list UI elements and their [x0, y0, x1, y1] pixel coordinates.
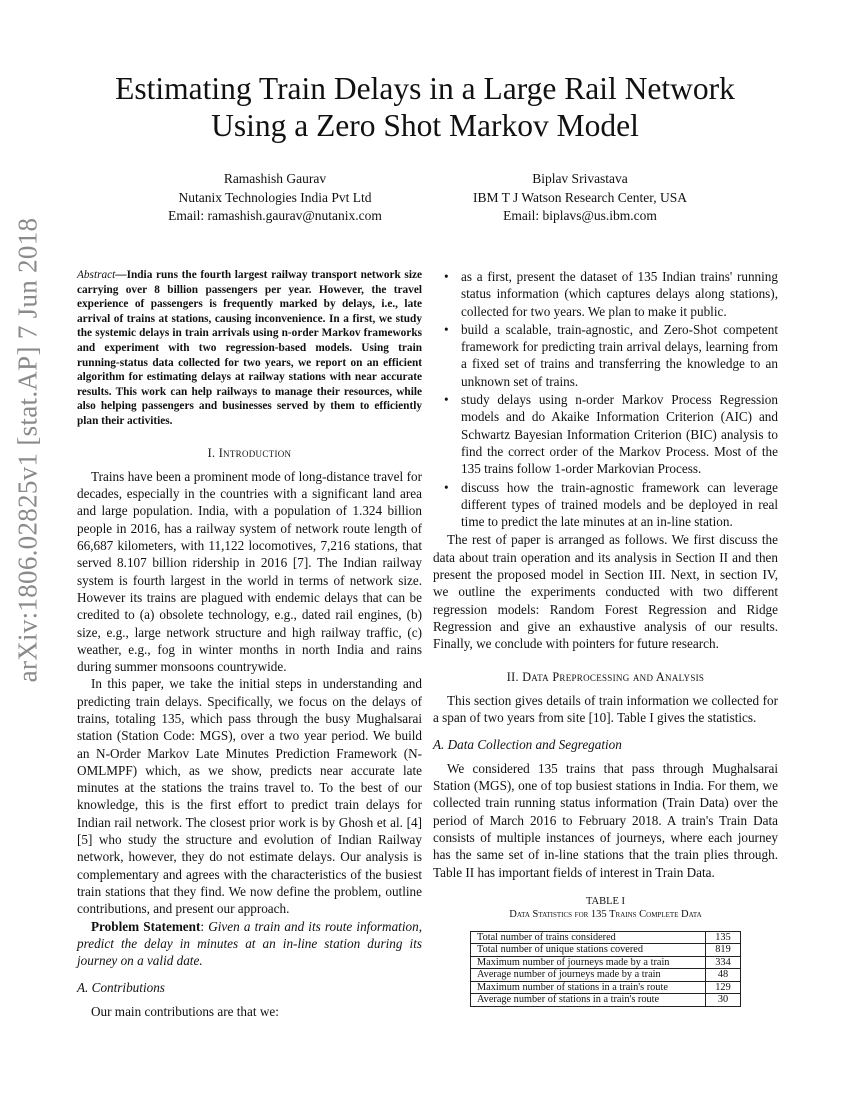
table-number: TABLE I	[585, 895, 626, 907]
outline-paragraph: The rest of paper is arranged as follows. We first discuss the data about train operation and its analysis in Section II and then present the proposed model in Section III. Next, in section IV, we outline the experiments conducted with two different regression models: Random Forest Regression and Ridge Regression and give an exhaustive analysis of our results. Finally, we conclude with pointers for future research.	[433, 532, 778, 652]
section-heading-introduction: I. Introduction	[207, 445, 292, 460]
author-affiliation: IBM T J Watson Research Center, USA	[473, 189, 687, 205]
problem-statement: Problem Statement: Given a train and its route information, predict the delay in minutes at an in-line station during its journey on a valid date.	[77, 918, 422, 969]
intro-paragraph-1: Trains have been a prominent mode of long-distance travel for decades, especially in the countries with a significant land area and large population. India, with a population of 1.324 billion people in 2016, has a railway system of network route length of 66,687 kilometers, with 11,122 locomotives, 7,216 stations, that served 8.107 billion ridership in 2016 [7]. The Indian railway system is fourth largest in the world in terms of network size. However its trains are plagued with endemic delays that can be credited to (a) obsolete technology, e.g., dated rail engines, (b) size, e.g., large network structure and high railway traffic, (c) weather, e.g., fog in winter months in north India and rains during summer monsoons countrywide.	[77, 468, 422, 675]
title-line-2: Using a Zero Shot Markov Model	[211, 108, 639, 143]
list-item: • build a scalable, train-agnostic, and Zero-Shot competent framework for predicting train arrival delays, learning from a fixed set of trains and transferring the knowledge to an unknown set of trains.	[461, 321, 778, 390]
title-line-1: Estimating Train Delays in a Large Rail Network	[115, 71, 735, 106]
subsection-heading-data-collection: A. Data Collection and Segregation	[433, 737, 622, 753]
left-column	[77, 268, 422, 1020]
abstract-text: —India runs the fourth largest railway transport network size carrying over 8 billion passengers per year. However, the travel experience of passengers is frequently marked by delays, i.e., late arrival of trains at stations, causing inconvenience. In a first, we study the systemic delays in train arrivals using n-order Markov frameworks and experiment with two regression-based models. Using train running-status data collected for two years, we report on an efficient algorithm for estimating delays at railway stations with near accurate results. This work can help railways to manage their resources, while also helping passengers and businesses served by them to efficiently plan their activities.	[77, 269, 422, 427]
statistics-table	[470, 931, 741, 1007]
intro-paragraph-2: In this paper, we take the initial steps in understanding and predicting train delays. Specifically, we focus on the delays of trains, totaling 135, which pass through the busy Mughalsarai station (Station Code: MGS), over a two year period. We build an N-Order Markov Late Minutes Prediction Framework (N-OMLMPF) which, as we show, predicts near accurate late minutes at the stations the trains travel to. To the best of our knowledge, this is the first effort to predict train delays for Indian rail network. The closest prior work is by Ghosh et al. [4] [5] who study the structure and evolution of Indian Railway network, however, they do not estimate delays. Our analysis is complementary and agrees with the characteristics of the busiest train stations that they find. We now define the problem, outline contributions, and present our approach.	[77, 676, 422, 917]
table-row: Total number of unique stations covered 819	[471, 944, 741, 957]
paper-title	[60, 70, 790, 144]
list-item: • discuss how the train-agnostic framework can leverage different types of trained models and be deployed in real time to predict the late minutes at an in-line station.	[461, 479, 778, 531]
author-name: Biplav Srivastava	[532, 171, 628, 186]
author-email: Email: biplavs@us.ibm.com	[503, 208, 657, 223]
author-block-2	[400, 170, 760, 226]
arxiv-identifier: arXiv:1806.02825v1 [stat.AP] 7 Jun 2018	[12, 217, 43, 683]
table-caption	[433, 895, 778, 921]
section2-paragraph: This section gives details of train information we collected for a span of two years from site [10]. Table I gives the statistics.	[433, 692, 778, 726]
table-row: Total number of trains considered 135	[471, 931, 741, 944]
table-title: Data Statistics for 135 Trains Complete Data	[509, 908, 702, 920]
table-row: Maximum number of stations in a train's route 129	[471, 981, 741, 994]
table-row: Maximum number of journeys made by a train 334	[471, 956, 741, 969]
author-email: Email: ramashish.gaurav@nutanix.com	[168, 208, 382, 223]
subsection-heading-contributions: A. Contributions	[77, 980, 165, 996]
data-collection-paragraph: We considered 135 trains that pass through Mughalsarai Station (MGS), one of top busiest stations in India. For them, we collected train running status information (Train Data) over the period of March 2016 to February 2018. A train's Train Data consists of multiple instances of journeys, where each journey has the same set of in-line stations that the train plies through. Table II has important fields of interest in Train Data.	[433, 760, 778, 880]
list-item: • study delays using n-order Markov Process Regression models and do Akaike Information Criterion (AIC) and Schwartz Bayesian Information Criterion (BIC) analysis to find the correct order of the Markov Process. Most of the 135 trains follow 1-order Markovian Process.	[461, 391, 778, 477]
author-name: Ramashish Gaurav	[223, 171, 327, 186]
contributions-list	[433, 268, 778, 530]
table-row: Average number of stations in a train's route 30	[471, 994, 741, 1007]
abstract	[77, 268, 422, 429]
section-heading-data: II. Data Preprocessing and Analysis	[506, 669, 705, 684]
right-column	[433, 268, 778, 1007]
author-block-1	[100, 170, 450, 226]
table-row: Average number of journeys made by a train 48	[471, 969, 741, 982]
author-affiliation: Nutanix Technologies India Pvt Ltd	[178, 189, 372, 205]
abstract-lead: Abstract	[77, 269, 116, 281]
contributions-intro: Our main contributions are that we:	[91, 1003, 279, 1019]
list-item: • as a first, present the dataset of 135 Indian trains' running status information (which captures delays along stations), collected for two years. We plan to make it public.	[461, 268, 778, 320]
